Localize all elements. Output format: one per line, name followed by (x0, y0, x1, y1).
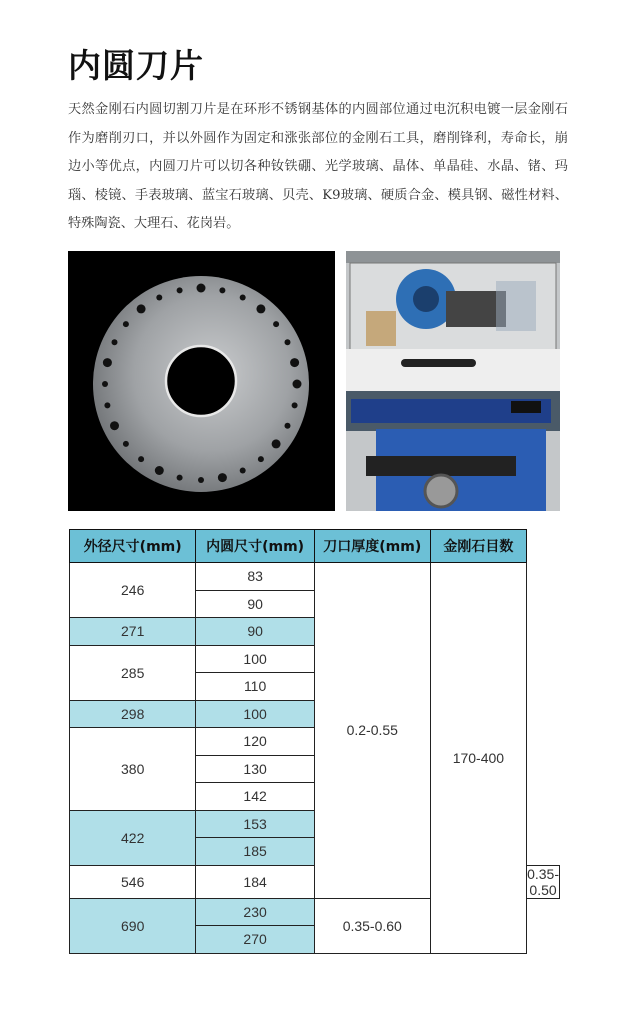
outer-cell: 271 (70, 618, 196, 646)
inner-cell: 90 (196, 590, 314, 618)
table-row (70, 563, 560, 591)
thickness-cell: 0.35-0.50 (527, 865, 559, 898)
table-header-row (70, 530, 560, 563)
mounting-hole (219, 287, 225, 293)
mounting-hole (123, 321, 129, 327)
mounting-hole (273, 321, 279, 327)
mounting-hole (290, 358, 299, 367)
inner-cell: 185 (196, 838, 314, 866)
outer-cell: 246 (70, 563, 196, 618)
inner-cell: 100 (196, 700, 314, 728)
inner-cell: 110 (196, 673, 314, 701)
blade-disc-illustration (68, 251, 335, 511)
mounting-hole (102, 381, 108, 387)
inner-cell: 100 (196, 645, 314, 673)
mounting-hole (103, 358, 112, 367)
outer-cell: 422 (70, 810, 196, 865)
mounting-hole (272, 439, 281, 448)
col-header-outer: 外径尺寸(mm) (70, 530, 196, 563)
outer-cell: 546 (70, 865, 196, 898)
col-header-thickness: 刀口厚度(mm) (314, 530, 430, 563)
mounting-hole (293, 380, 302, 389)
inner-cell: 83 (196, 563, 314, 591)
machine-photo (346, 251, 560, 511)
mounting-hole (197, 284, 206, 293)
inner-cell: 153 (196, 810, 314, 838)
mounting-hole (198, 477, 204, 483)
inner-cell: 270 (196, 926, 314, 954)
mounting-hole (218, 473, 227, 482)
inner-cell: 142 (196, 783, 314, 811)
mounting-hole (285, 423, 291, 429)
intro-paragraph: 天然金刚石内圆切割刀片是在环形不锈钢基体的内圆部位通过电沉积电镀一层金刚石作为磨削刃口，并以外圆作为固定和涨张部位的金刚石工具，磨削锋利，寿命长，崩边小等优点，内圆刀片可以切各种钕铁硼、光学玻璃、晶体、单晶硅、水晶、锗、玛瑙、棱镜、手表玻璃、蓝宝石玻璃、贝壳、K9玻璃、硬质合金、模具钢、磁性材料、特殊陶瓷、大理石、花岗岩。 (68, 102, 568, 231)
thickness-cell: 0.35-0.60 (314, 898, 430, 953)
mounting-hole (177, 287, 183, 293)
outer-cell: 298 (70, 700, 196, 728)
mounting-hole (104, 402, 110, 408)
mounting-hole (156, 295, 162, 301)
inner-cell: 90 (196, 618, 314, 646)
mesh-cell: 170-400 (430, 563, 526, 954)
mounting-hole (285, 339, 291, 345)
mounting-hole (240, 295, 246, 301)
inner-cell: 184 (196, 865, 314, 898)
thickness-cell: 0.2-0.55 (314, 563, 430, 899)
mounting-hole (258, 456, 264, 462)
slicing-machine-illustration (346, 251, 560, 511)
col-header-inner: 内圆尺寸(mm) (196, 530, 314, 563)
mounting-hole (256, 304, 265, 313)
outer-cell: 690 (70, 898, 196, 953)
inner-cell: 130 (196, 755, 314, 783)
mounting-hole (112, 339, 118, 345)
mounting-hole (138, 456, 144, 462)
mounting-hole (110, 421, 119, 430)
mounting-hole (137, 304, 146, 313)
spec-table (69, 529, 560, 954)
mounting-hole (155, 466, 164, 475)
blade-photo (68, 251, 335, 511)
mounting-hole (292, 402, 298, 408)
inner-cell: 120 (196, 728, 314, 756)
outer-cell: 380 (70, 728, 196, 811)
inner-cell: 230 (196, 898, 314, 926)
outer-cell: 285 (70, 645, 196, 700)
mounting-hole (240, 468, 246, 474)
col-header-mesh: 金刚石目数 (430, 530, 526, 563)
mounting-hole (177, 475, 183, 481)
page-title: 内圆刀片 (68, 46, 204, 85)
mounting-hole (123, 441, 129, 447)
